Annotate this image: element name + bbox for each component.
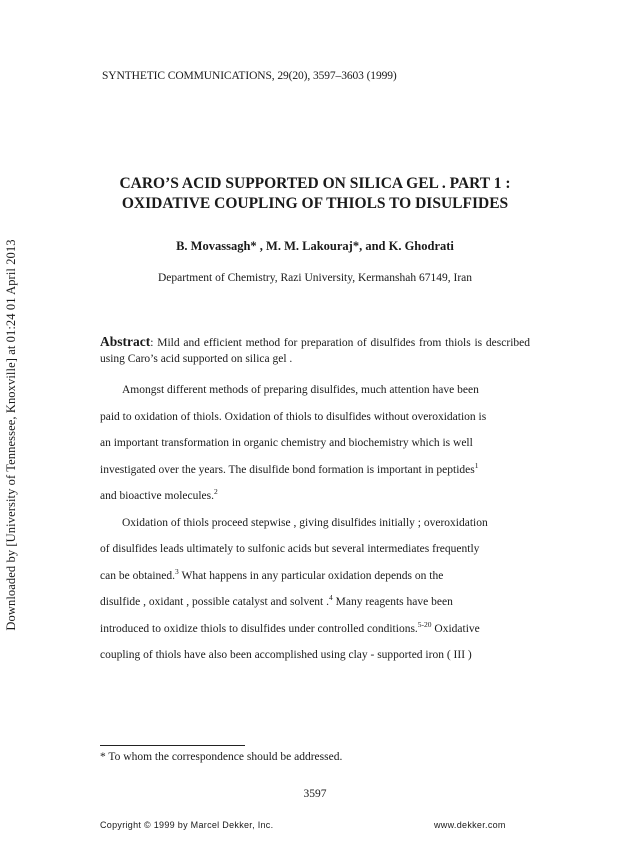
p2-line-5b: Oxidative: [431, 622, 480, 635]
download-watermark: [4, 210, 18, 660]
p2-line-3a: can be obtained.: [100, 569, 176, 582]
watermark-text: Downloaded by [University of Tennessee, Knoxville] at 01:24 01 April 2013: [4, 239, 18, 631]
footnote-divider: [100, 745, 245, 746]
title-line-2: OXIDATIVE COUPLING OF THIOLS TO DISULFIDES: [121, 195, 509, 212]
p1-line-4: [100, 457, 530, 484]
p1-line-3: an important transformation in organic chemistry and biochemistry which is well: [100, 437, 473, 449]
p1-line-5: [100, 483, 530, 510]
p2-line-1: Oxidation of thiols proceed stepwise , giving disulfides initially ; overoxidation: [122, 516, 488, 529]
abstract: [100, 334, 530, 367]
affiliation: Department of Chemistry, Razi University, Kermanshah 67149, Iran: [157, 272, 473, 284]
title-line-1: CARO’S ACID SUPPORTED ON SILICA GEL . PART 1 :: [119, 175, 511, 192]
p2-line-6: coupling of thiols have also been accomplished using clay - supported iron ( III ): [100, 649, 472, 661]
citation-ref: 3: [175, 566, 179, 576]
p1-line-5-text: and bioactive molecules.: [100, 490, 215, 502]
p1-line-1: Amongst different methods of preparing disulfides, much attention have been: [122, 384, 479, 396]
citation-ref: 1: [474, 460, 479, 470]
publisher-website: www.dekker.com: [434, 820, 506, 830]
footnote: * To whom the correspondence should be addressed.: [100, 751, 343, 763]
p2-line-2: of disulfides leads ultimately to sulfonic acids but several intermediates frequently: [100, 543, 480, 555]
copyright-notice: Copyright © 1999 by Marcel Dekker, Inc.: [100, 820, 274, 830]
journal-header: SYNTHETIC COMMUNICATIONS, 29(20), 3597–3603 (1999): [102, 70, 397, 82]
p2-line-5: [100, 616, 530, 643]
page-number: 3597: [303, 788, 327, 800]
p2-line-3b: What happens in any particular oxidation depends on the: [178, 569, 444, 582]
abstract-text: : Mild and efficient method for preparation of disulfides from thiols is described using Caro’s acid supported on silica gel .: [100, 337, 530, 365]
citation-ref: 4: [329, 593, 333, 603]
citation-ref: 2: [214, 487, 218, 497]
p2-line-4: [100, 589, 530, 616]
p2-line-4b: Many reagents have been: [332, 596, 453, 608]
citation-ref: 5-20: [417, 619, 432, 629]
abstract-label: Abstract: [100, 334, 151, 349]
p2-line-3: [100, 563, 530, 590]
body-text: [100, 377, 530, 669]
p1-line-4-text: investigated over the years. The disulfide bond formation is important in peptides: [100, 463, 475, 476]
p2-line-5a: introduced to oxidize thiols to disulfides under controlled conditions.: [100, 622, 418, 635]
paper-title: [100, 174, 530, 214]
p2-line-4a: disulfide , oxidant , possible catalyst and solvent .: [100, 596, 330, 608]
p1-line-2: paid to oxidation of thiols. Oxidation of thiols to disulfides without overoxidation is: [100, 410, 487, 423]
author-list: B. Movassagh* , M. M. Lakouraj*, and K. Ghodrati: [176, 239, 454, 253]
